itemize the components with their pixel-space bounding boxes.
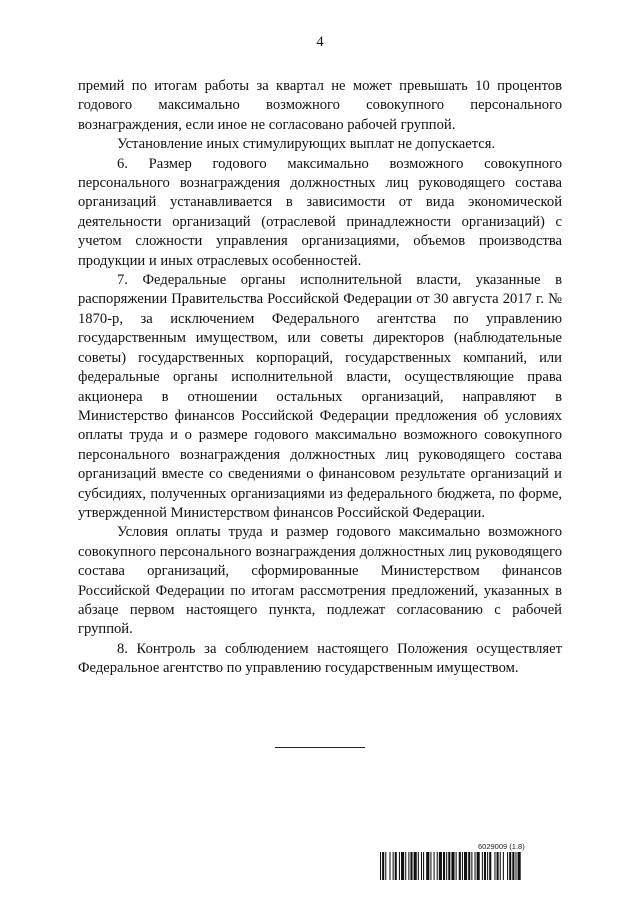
barcode-label: 6029009 (1.8)	[478, 842, 525, 851]
paragraph-6: 8. Контроль за соблюдением настоящего Положения осуществляет Федеральное агентство по управлению государственным имуществом.	[78, 640, 562, 677]
document-body	[78, 77, 562, 679]
paragraph-1: премий по итогам работы за квартал не может превышать 10 процентов годового максимально возможного совокупного персонального вознаграждения, если иное не согласовано рабочей группой.	[78, 78, 562, 133]
paragraph-3: 6. Размер годового максимально возможного совокупного персонального вознаграждения должностных лиц руководящего состава организаций устанавливается в зависимости от вида экономической деятельности организаций (отраслевой принадлежности организаций) с учетом сложности управления организациями, объемов производства продукции и иных отраслевых особенностей.	[78, 155, 562, 269]
paragraph-5: Условия оплаты труда и размер годового максимально возможного совокупного персонального вознаграждения должностных лиц руководящего состава организаций, сформированные Министерством финансов Российской Федерации по итогам рассмотрения предложений, указанных в абзаце первом настоящего пункта, подлежат согласованию с рабочей группой.	[78, 524, 562, 638]
closing-divider	[275, 747, 365, 748]
page-number: 4	[316, 34, 324, 50]
paragraph-2: Установление иных стимулирующих выплат не допускается.	[117, 136, 496, 153]
paragraph-4: 7. Федеральные органы исполнительной власти, указанные в распоряжении Правительства Российской Федерации от 30 августа 2017 г. № 1870-р, за исключением Федерального агентства по управлению государственным имуществом, или советы директоров (наблюдательные советы) государственных корпораций, государственных компаний, или федеральные органы исполнительной власти, осуществляющие права акционера в отношении остальных организаций, направляют в Министерство финансов Российской Федерации предложения об условиях оплаты труда и о размере годового максимально возможного совокупного персонального вознаграждения должностных лиц руководящего состава организаций вместе со сведениями о финансовом результате организаций и субсидиях, полученных организациями из федерального бюджета, по форме, утвержденной Министерством финансов Российской Федерации.	[78, 272, 562, 521]
barcode-icon	[380, 852, 593, 880]
document-barcode	[380, 842, 593, 882]
